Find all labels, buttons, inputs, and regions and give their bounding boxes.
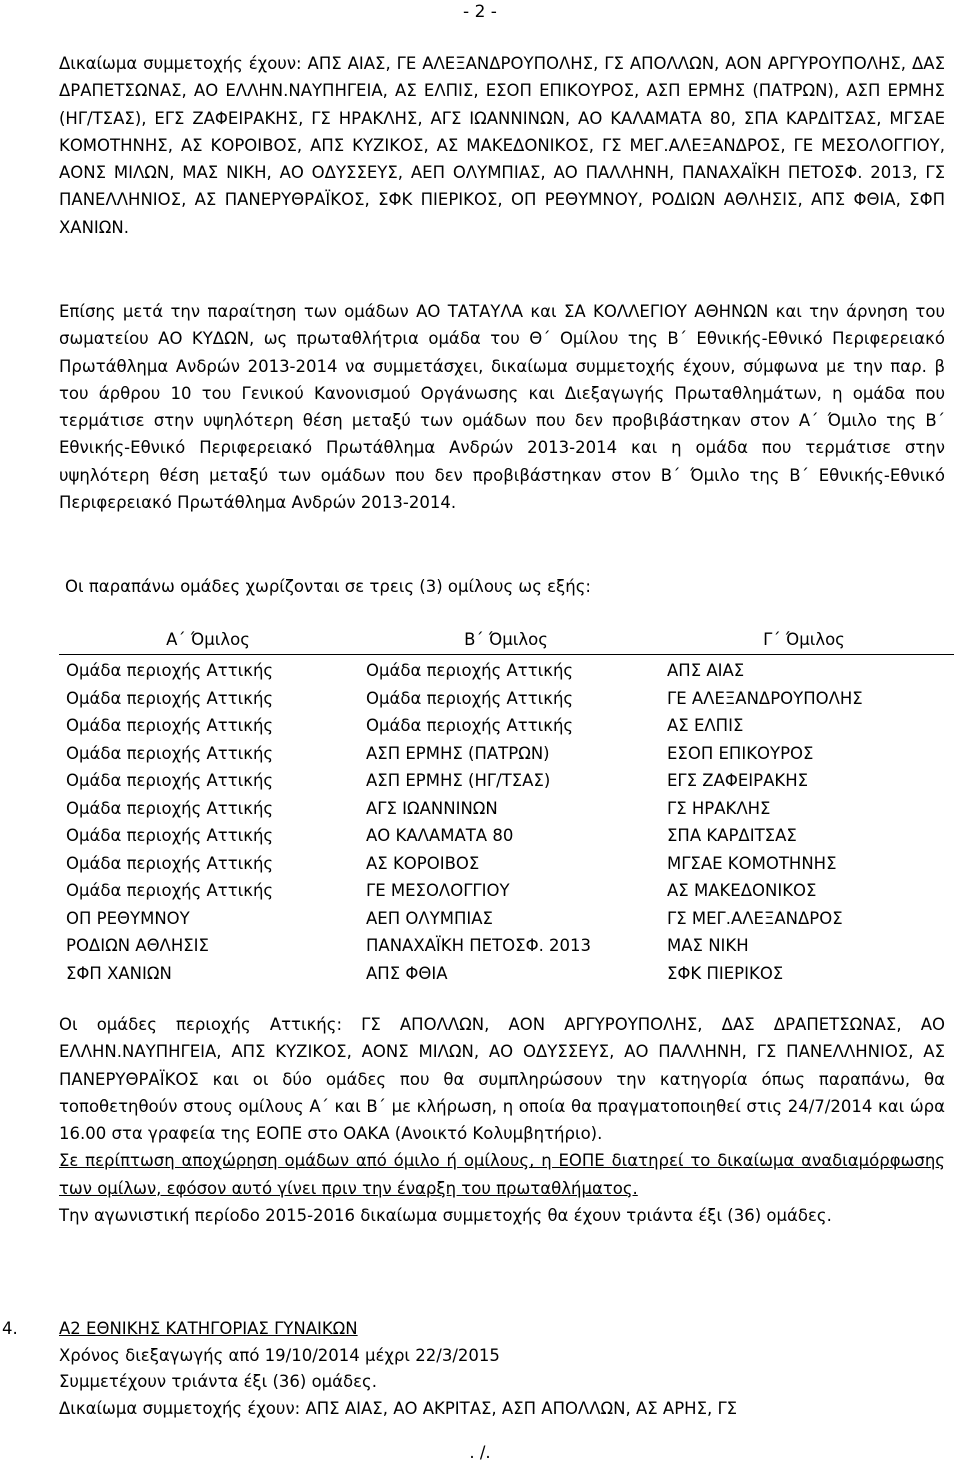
group-a-team: Ομάδα περιοχής Αττικής	[66, 661, 274, 680]
group-c-team: ΓΣ ΗΡΑΚΛΗΣ	[667, 798, 771, 818]
group-c-team: ΑΣ ΜΑΚΕΔΟΝΙΚΟΣ	[667, 881, 817, 900]
table-row	[59, 767, 954, 795]
group-c-team: ΕΣΟΠ ΕΠΙΚΟΥΡΟΣ	[667, 743, 814, 763]
group-b-team: ΑΓΣ ΙΩΑΝΝΙΝΩΝ	[366, 798, 498, 818]
attica-paragraph: Οι ομάδες περιοχής Αττικής: ΓΣ ΑΠΟΛΛΩΝ, ΑΟΝ ΑΡΓΥΡΟΥΠΟΛΗΣ, ΔΑΣ ΔΡΑΠΕΤΣΩΝΑΣ, ΑΟ ΕΛΛΗΝ.ΝΑΥΠΗΓΕΙΑ, ΑΠΣ ΚΥΖΙΚΟΣ, ΑΟΝΣ ΜΙΛΩΝ, ΑΟ ΟΔΥΣΣΕΥΣ, ΑΟ ΠΑΛΛΗΝΗ, ΓΣ ΠΑΝΕΛΛΗΝΙΟΣ, ΑΣ ΠΑΝΕΡΥΘΡΑΪΚΟΣ και οι δύο ομάδες που θα συμπληρώσουν την κατηγορία όπως παραπάνω, θα τοποθετηθούν στους ομίλους Α΄ και Β΄ με κλήρωση, η οποία θα πραγματοποιηθεί στις 24/7/2014 και ώρα 16.00 στα γραφεία της ΕΟΠΕ στο ΟΑΚΑ (Ανοικτό Κολυμβητήριο).	[59, 1015, 945, 1144]
group-c-team: ΣΦΚ ΠΙΕΡΙΚΟΣ	[667, 963, 784, 983]
group-b-team: ΑΕΠ ΟΛΥΜΠΙΑΣ	[366, 908, 493, 928]
group-headers	[59, 626, 954, 655]
replacement-paragraph: Επίσης μετά την παραίτηση των ομάδων ΑΟ ΤΑΤΑΥΛΑ και ΣΑ ΚΟΛΛΕΓΙΟΥ ΑΘΗΝΩΝ και την άρνηση του σωματείου ΑΟ ΚΥΔΩΝ, ως πρωταθλήτρια ομάδα του Θ΄ Ομίλου της Β΄ Εθνικής-Εθνικό Περιφερειακό Πρωτάθλημα Ανδρών 2013-2014 να συμμετάσχει, δικαίωμα συμμετοχής έχουν, σύμφωνα με την παρ. β του άρθρου 10 του Γενικού Κανονισμού Οργάνωσης και Διεξαγωγής Πρωταθλημάτων, η ομάδα που τερμάτισε στην υψηλότερη θέση μεταξύ των ομάδων που δεν προβιβάστηκαν στον Α΄ Όμιλο της Β΄ Εθνικής-Εθνικό Περιφερειακό Πρωτάθλημα Ανδρών 2013-2014 και η ομάδα που τερμάτισε στην υψηλότερη θέση μεταξύ των ομάδων που δεν προβιβάστηκαν στον Β΄ Όμιλο της Β΄ Εθνικής-Εθνικό Περιφερειακό Πρωτάθλημα Ανδρών 2013-2014.	[59, 302, 945, 513]
table-row	[59, 685, 954, 713]
group-a-header: Α΄ Όμιλος	[166, 630, 250, 649]
table-row	[59, 877, 954, 905]
group-c-team: ΜΓΣΑΕ ΚΟΜΟΤΗΝΗΣ	[667, 853, 837, 873]
table-row	[59, 822, 954, 850]
group-c-team: ΑΠΣ ΑΙΑΣ	[667, 661, 745, 680]
group-b-team: ΑΣΠ ΕΡΜΗΣ (ΗΓ/ΤΣΑΣ)	[366, 771, 551, 790]
group-a-team: Ομάδα περιοχής Αττικής	[66, 716, 274, 735]
group-a-team: Ομάδα περιοχής Αττικής	[66, 688, 274, 708]
section-number: 4.	[2, 1319, 18, 1338]
group-b-team: Ομάδα περιοχής Αττικής	[366, 688, 574, 708]
section-participants: Συμμετέχουν τριάντα έξι (36) ομάδες.	[59, 1372, 377, 1391]
group-a-team: Ομάδα περιοχής Αττικής	[66, 771, 274, 790]
group-a-team: ΣΦΠ ΧΑΝΙΩΝ	[66, 963, 172, 983]
group-rows	[59, 657, 954, 987]
group-b-team: ΑΣ ΚΟΡΟΙΒΟΣ	[366, 853, 480, 873]
table-row	[59, 932, 954, 960]
table-row	[59, 740, 954, 768]
group-c-team: ΜΑΣ ΝΙΚΗ	[667, 936, 749, 955]
page-continuation-mark: . /.	[469, 1443, 491, 1462]
group-b-team: ΑΠΣ ΦΘΙΑ	[366, 963, 448, 983]
group-a-team: Ομάδα περιοχής Αττικής	[66, 798, 274, 818]
group-c-header: Γ΄ Όμιλος	[763, 630, 845, 649]
table-row	[59, 657, 954, 685]
group-b-team: ΓΕ ΜΕΣΟΛΟΓΓΙΟΥ	[366, 881, 510, 900]
groups-table	[59, 626, 954, 987]
group-a-team: Ομάδα περιοχής Αττικής	[66, 853, 274, 873]
table-row	[59, 712, 954, 740]
table-row	[59, 850, 954, 878]
group-a-team: ΟΠ ΡΕΘΥΜΝΟΥ	[66, 908, 190, 928]
group-b-header: Β΄ Όμιλος	[464, 630, 548, 649]
group-a-team: Ομάδα περιοχής Αττικής	[66, 881, 274, 900]
group-c-team: ΣΠΑ ΚΑΡΔΙΤΣΑΣ	[667, 826, 797, 845]
section-period: Χρόνος διεξαγωγής από 19/10/2014 μέχρι 22/3/2015	[59, 1345, 500, 1365]
group-b-team: Ομάδα περιοχής Αττικής	[366, 716, 574, 735]
table-row	[59, 905, 954, 933]
eligibility-paragraph: Δικαίωμα συμμετοχής έχουν: ΑΠΣ ΑΙΑΣ, ΓΕ ΑΛΕΞΑΝΔΡΟΥΠΟΛΗΣ, ΓΣ ΑΠΟΛΛΩΝ, ΑΟΝ ΑΡΓΥΡΟΥΠΟΛΗΣ, ΔΑΣ ΔΡΑΠΕΤΣΩΝΑΣ, ΑΟ ΕΛΛΗΝ.ΝΑΥΠΗΓΕΙΑ, ΑΣ ΕΛΠΙΣ, ΕΣΟΠ ΕΠΙΚΟΥΡΟΣ, ΑΣΠ ΕΡΜΗΣ (ΠΑΤΡΩΝ), ΑΣΠ ΕΡΜΗΣ (ΗΓ/ΤΣΑΣ), ΕΓΣ ΖΑΦΕΙΡΑΚΗΣ, ΓΣ ΗΡΑΚΛΗΣ, ΑΓΣ ΙΩΑΝΝΙΝΩΝ, ΑΟ ΚΑΛΑΜΑΤΑ 80, ΣΠΑ ΚΑΡΔΙΤΣΑΣ, ΜΓΣΑΕ ΚΟΜΟΤΗΝΗΣ, ΑΣ ΚΟΡΟΙΒΟΣ, ΑΠΣ ΚΥΖΙΚΟΣ, ΑΣ ΜΑΚΕΔΟΝΙΚΟΣ, ΓΣ ΜΕΓ.ΑΛΕΞΑΝΔΡΟΣ, ΓΕ ΜΕΣΟΛΟΓΓΙΟΥ, ΑΟΝΣ ΜΙΛΩΝ, ΜΑΣ ΝΙΚΗ, ΑΟ ΟΔΥΣΣΕΥΣ, ΑΕΠ ΟΛΥΜΠΙΑΣ, ΑΟ ΠΑΛΛΗΝΗ, ΠΑΝΑΧΑΪΚΗ ΠΕΤΟΣΦ. 2013, ΓΣ ΠΑΝΕΛΛΗΝΙΟΣ, ΑΣ ΠΑΝΕΡΥΘΡΑΪΚΟΣ, ΣΦΚ ΠΙΕΡΙΚΟΣ, ΟΠ ΡΕΘΥΜΝΟΥ, ΡΟΔΙΩΝ ΑΘΛΗΣΙΣ, ΑΠΣ ΦΘΙΑ, ΣΦΠ ΧΑΝΙΩΝ.	[59, 54, 945, 237]
section-body	[59, 1316, 945, 1422]
group-a-team: Ομάδα περιοχής Αττικής	[66, 743, 274, 763]
group-b-team: ΑΟ ΚΑΛΑΜΑΤΑ 80	[366, 826, 514, 845]
withdrawal-note: Σε περίπτωση αποχώρηση ομάδων από όμιλο ή ομίλους, η ΕΟΠΕ διατηρεί το δικαίωμα αναδιαμόρφωσης των ομίλων, εφόσον αυτό γίνει πριν την έναρξη του πρωταθλήματος.	[59, 1151, 945, 1198]
table-row	[59, 960, 954, 988]
group-c-team: ΓΣ ΜΕΓ.ΑΛΕΞΑΝΔΡΟΣ	[667, 908, 843, 928]
page-number: - 2 -	[463, 2, 497, 22]
group-a-team: ΡΟΔΙΩΝ ΑΘΛΗΣΙΣ	[66, 936, 209, 955]
attica-section	[59, 1011, 945, 1229]
group-c-team: ΓΕ ΑΛΕΞΑΝΔΡΟΥΠΟΛΗΣ	[667, 688, 863, 708]
season-note: Την αγωνιστική περίοδο 2015-2016 δικαίωμα συμμετοχής θα έχουν τριάντα έξι (36) ομάδες.	[59, 1206, 832, 1226]
section-title-text: Α2 ΕΘΝΙΚΗΣ ΚΑΤΗΓΟΡΙΑΣ ΓΥΝΑΙΚΩΝ	[59, 1319, 358, 1338]
section-title	[59, 1316, 945, 1343]
section-eligibility: Δικαίωμα συμμετοχής έχουν: ΑΠΣ ΑΙΑΣ, ΑΟ ΑΚΡΙΤΑΣ, ΑΣΠ ΑΠΟΛΛΩΝ, ΑΣ ΑΡΗΣ, ΓΣ	[59, 1398, 738, 1418]
group-c-team: ΕΓΣ ΖΑΦΕΙΡΑΚΗΣ	[667, 771, 809, 790]
group-b-team: Ομάδα περιοχής Αττικής	[366, 661, 574, 680]
table-row	[59, 795, 954, 823]
groups-intro: Οι παραπάνω ομάδες χωρίζονται σε τρεις (3) ομίλους ως εξής:	[65, 577, 591, 596]
group-b-team: ΠΑΝΑΧΑΪΚΗ ΠΕΤΟΣΦ. 2013	[366, 936, 592, 955]
group-a-team: Ομάδα περιοχής Αττικής	[66, 826, 274, 845]
group-b-team: ΑΣΠ ΕΡΜΗΣ (ΠΑΤΡΩΝ)	[366, 743, 550, 763]
group-c-team: ΑΣ ΕΛΠΙΣ	[667, 716, 744, 735]
